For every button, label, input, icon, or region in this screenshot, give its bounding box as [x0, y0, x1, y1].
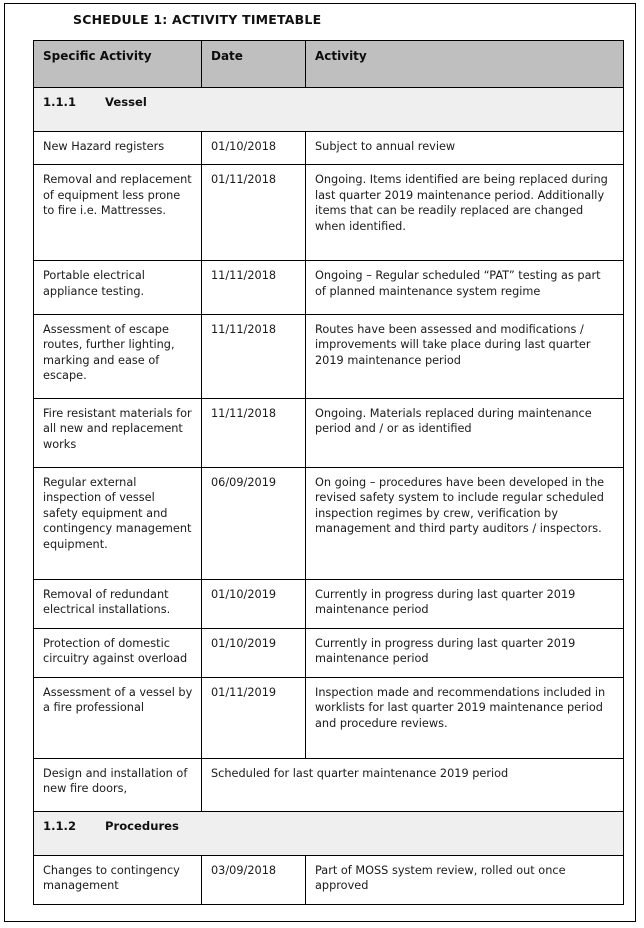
table-row [34, 398, 624, 467]
cell-date: 01/10/2019 [202, 628, 306, 677]
cell-specific-activity: Assessment of a vessel by a fire professional [34, 677, 202, 758]
section-row [34, 87, 624, 131]
column-header-activity: Activity [306, 41, 624, 88]
cell-specific-activity: Design and installation of new fire doors, [34, 758, 202, 811]
cell-date: 01/11/2018 [202, 165, 306, 261]
activity-timetable-container [33, 40, 623, 905]
table-row [34, 855, 624, 904]
cell-activity-detail: Part of MOSS system review, rolled out once approved [306, 855, 624, 904]
cell-specific-activity: Changes to contingency management [34, 855, 202, 904]
cell-specific-activity: New Hazard registers [34, 131, 202, 165]
table-row [34, 677, 624, 758]
cell-activity-detail: Subject to annual review [306, 131, 624, 165]
table-row [34, 131, 624, 165]
cell-activity-detail: Inspection made and recommendations included in worklists for last quarter 2019 maintenance period and procedure reviews. [306, 677, 624, 758]
cell-specific-activity: Regular external inspection of vessel safety equipment and contingency management equipment. [34, 467, 202, 579]
table-header [34, 41, 624, 88]
cell-date: 01/11/2019 [202, 677, 306, 758]
cell-specific-activity: Removal of redundant electrical installations. [34, 579, 202, 628]
cell-specific-activity: Assessment of escape routes, further lighting, marking and ease of escape. [34, 314, 202, 398]
table-row [34, 758, 624, 811]
cell-activity-detail: On going – procedures have been developed in the revised safety system to include regular scheduled inspection regimes by crew, verification by management and third party auditors / inspectors. [306, 467, 624, 579]
cell-activity-detail: Routes have been assessed and modifications / improvements will take place during last quarter 2019 maintenance period [306, 314, 624, 398]
table-row [34, 628, 624, 677]
page-frame [4, 3, 636, 922]
cell-specific-activity: Portable electrical appliance testing. [34, 261, 202, 314]
table-row [34, 165, 624, 261]
section-number: 1.1.1 [43, 94, 77, 109]
table-body [34, 87, 624, 904]
section-name: Vessel [105, 94, 147, 109]
section-header-cell [34, 87, 624, 131]
table-row [34, 467, 624, 579]
cell-date: 01/10/2019 [202, 579, 306, 628]
table-row [34, 261, 624, 314]
cell-date: 03/09/2018 [202, 855, 306, 904]
cell-date: 06/09/2019 [202, 467, 306, 579]
cell-date: 11/11/2018 [202, 398, 306, 467]
cell-specific-activity: Removal and replacement of equipment less prone to fire i.e. Mattresses. [34, 165, 202, 261]
cell-activity-detail: Currently in progress during last quarter 2019 maintenance period [306, 579, 624, 628]
section-number: 1.1.2 [43, 818, 77, 833]
cell-specific-activity: Fire resistant materials for all new and replacement works [34, 398, 202, 467]
cell-date: 01/10/2018 [202, 131, 306, 165]
table-row [34, 314, 624, 398]
section-row [34, 811, 624, 855]
activity-timetable [33, 40, 624, 905]
column-header-date: Date [202, 41, 306, 88]
cell-activity-detail: Ongoing – Regular scheduled “PAT” testing as part of planned maintenance system regime [306, 261, 624, 314]
page-title: SCHEDULE 1: ACTIVITY TIMETABLE [73, 12, 322, 27]
section-header-cell [34, 811, 624, 855]
cell-activity-detail-merged: Scheduled for last quarter maintenance 2019 period [202, 758, 624, 811]
cell-date: 11/11/2018 [202, 261, 306, 314]
cell-activity-detail: Currently in progress during last quarter 2019 maintenance period [306, 628, 624, 677]
table-header-row [34, 41, 624, 88]
cell-date: 11/11/2018 [202, 314, 306, 398]
cell-activity-detail: Ongoing. Items identified are being replaced during last quarter 2019 maintenance period. Additionally items that can be readily replaced are changed when identified. [306, 165, 624, 261]
column-header-specific-activity: Specific Activity [34, 41, 202, 88]
cell-activity-detail: Ongoing. Materials replaced during maintenance period and / or as identified [306, 398, 624, 467]
cell-specific-activity: Protection of domestic circuitry against overload [34, 628, 202, 677]
section-name: Procedures [105, 818, 179, 833]
table-row [34, 579, 624, 628]
